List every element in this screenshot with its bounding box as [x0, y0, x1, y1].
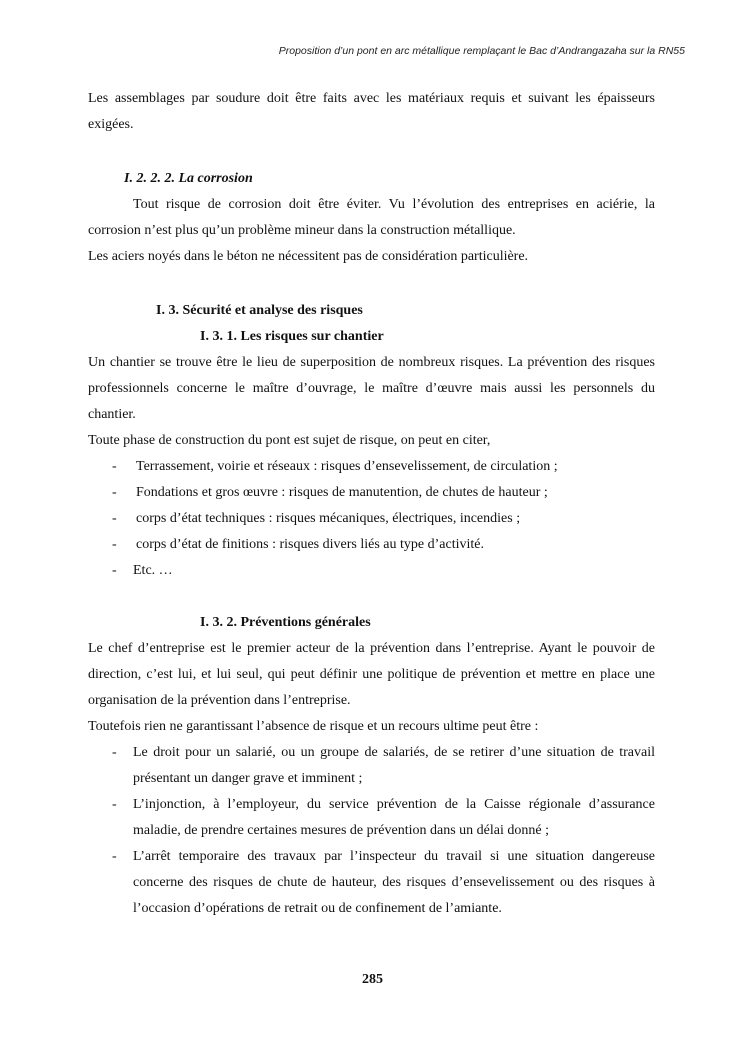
dash-bullet: - [112, 745, 117, 760]
list-item: - corps d’état techniques : risques mécaniques, électriques, incendies ; [88, 506, 655, 532]
dash-bullet: - [112, 537, 117, 552]
intro-paragraph: Les assemblages par soudure doit être faits avec les matériaux requis et suivant les épaisseurs exigées. [88, 91, 655, 132]
list-item: - Fondations et gros œuvre : risques de manutention, de chutes de hauteur ; [88, 480, 655, 506]
heading-corrosion: I. 2. 2. 2. La corrosion [124, 171, 253, 186]
list-item: - L’arrêt temporaire des travaux par l’inspecteur du travail si une situation dangereuse concerne des risques de chute de hauteur, des risques d’ensevelissement ou des risques à l’occasion d’opérations de retrait ou de confinement de l’amiante. [88, 844, 655, 922]
dash-bullet: - [112, 563, 117, 578]
heading-general-prevention: I. 3. 2. Préventions générales [200, 615, 371, 630]
list-item: - Le droit pour un salarié, ou un groupe de salariés, de se retirer d’une situation de travail présentant un danger grave et imminent ; [88, 740, 655, 792]
list-item: - Etc. … [88, 558, 655, 584]
prevention-paragraph-2: Toutefois rien ne garantissant l’absence de risque et un recours ultime peut être : [88, 719, 539, 734]
list-item: - corps d’état de finitions : risques divers liés au type d’activité. [88, 532, 655, 558]
list-item: - L’injonction, à l’employeur, du service prévention de la Caisse régionale d’assurance maladie, de prendre certaines mesures de prévention dans un délai donné ; [88, 792, 655, 844]
risk-phase-list [88, 454, 655, 584]
site-risks-paragraph-2: Toute phase de construction du pont est sujet de risque, on peut en citer, [88, 433, 491, 448]
dash-bullet: - [112, 511, 117, 526]
recourse-list [88, 740, 655, 922]
page-number: 285 [362, 972, 383, 987]
page-content [88, 86, 655, 922]
heading-security-risks: I. 3. Sécurité et analyse des risques [156, 303, 363, 318]
corrosion-paragraph-1: Tout risque de corrosion doit être éviter. Vu l’évolution des entreprises en aciérie, la corrosion n’est plus qu’un problème mineur dans la construction métallique. [88, 197, 655, 238]
running-header: Proposition d’un pont en arc métallique remplaçant le Bac d’Andrangazaha sur la RN55 [278, 45, 685, 57]
corrosion-paragraph-2: Les aciers noyés dans le béton ne nécessitent pas de considération particulière. [88, 249, 529, 264]
heading-site-risks: I. 3. 1. Les risques sur chantier [200, 329, 384, 344]
dash-bullet: - [112, 849, 117, 864]
list-item: - Terrassement, voirie et réseaux : risques d’ensevelissement, de circulation ; [88, 454, 655, 480]
dash-bullet: - [112, 459, 117, 474]
prevention-paragraph-1: Le chef d’entreprise est le premier acteur de la prévention dans l’entreprise. Ayant le pouvoir de direction, c’est lui, et lui seul, qui peut définir une politique de prévention et mettre en place une organisation de la prévention dans l’entreprise. [88, 641, 655, 708]
dash-bullet: - [112, 485, 117, 500]
site-risks-paragraph-1: Un chantier se trouve être le lieu de superposition de nombreux risques. La prévention des risques professionnels concerne le maître d’ouvrage, le maître d’œuvre mais aussi les personnels du chantier. [88, 355, 655, 422]
dash-bullet: - [112, 797, 117, 812]
